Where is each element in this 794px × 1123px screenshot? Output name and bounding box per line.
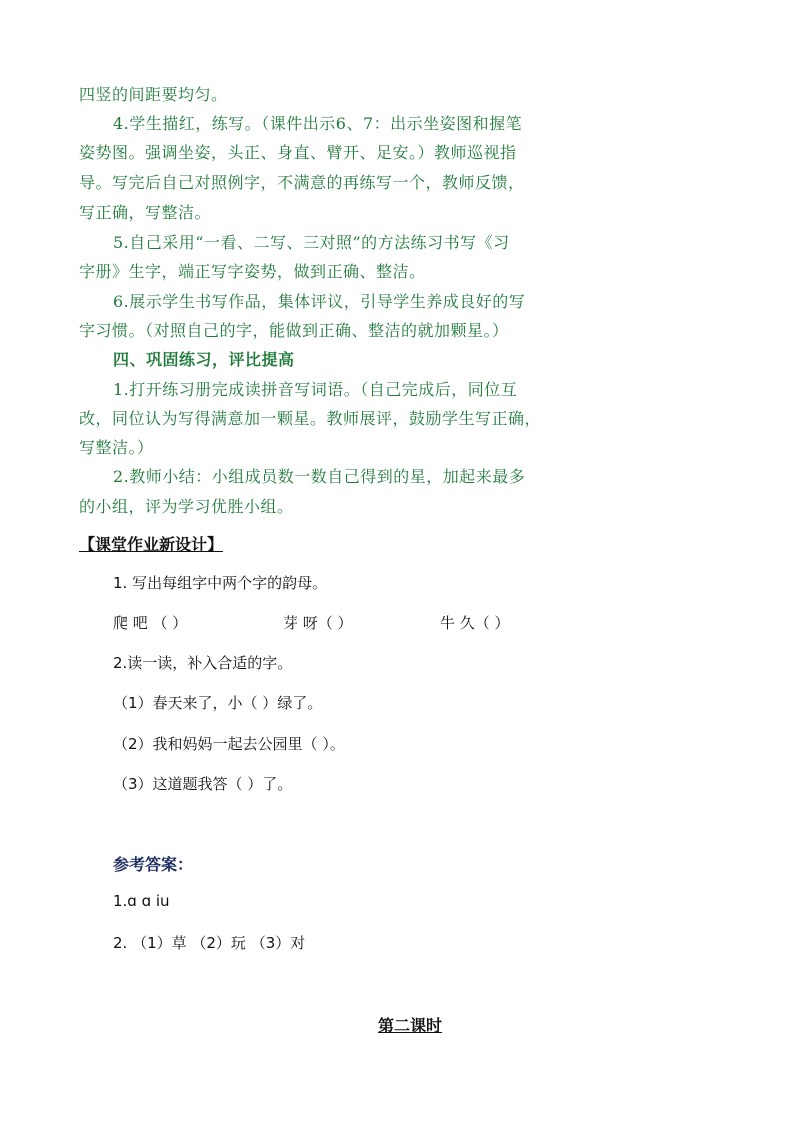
lesson-line-3: 姿势图。强调坐姿，头正、身直、臂开、足安。）教师巡视指 (79, 143, 517, 162)
q2-item-1: （1）春天来了，小（ ）绿了。 (113, 694, 323, 712)
practice-line-1: 1.打开练习册完成读拼音写词语。（自己完成后，同位互 (113, 380, 518, 399)
practice-line-5: 的小组，评为学习优胜小组。 (79, 497, 294, 516)
lesson-line-8: 6.展示学生书写作品，集体评议，引导学生养成良好的写 (113, 292, 526, 311)
homework-q2: 2.读一读，补入合适的字。 (113, 654, 293, 672)
lesson-line-1: 四竖的间距要均匀。 (79, 85, 228, 104)
lesson-line-5: 写正确，写整洁。 (79, 203, 212, 222)
lesson-line-6: 5.自己采用“一看、二写、三对照”的方法练习书写《习 (113, 233, 510, 252)
lesson-line-7: 字册》生字，端正写字姿势，做到正确、整洁。 (79, 262, 426, 281)
q1-item-1: 爬 吧 （ ） (113, 614, 188, 632)
answers-line-2: 2. （1）草 （2）玩 （3）对 (113, 934, 306, 952)
q1-item-2: 芽 呀（ ） (283, 614, 353, 632)
q1-item-3: 牛 久（ ） (440, 614, 510, 632)
lesson-line-9: 字习惯。（对照自己的字，能做到正确、整洁的就加颗星。） (79, 321, 509, 340)
practice-line-2: 改，同位认为写得满意加一颗星。教师展评，鼓励学生写正确， (79, 409, 542, 428)
lesson-line-4: 导。写完后自己对照例字，不满意的再练写一个，教师反馈， (79, 173, 525, 192)
q2-item-3: （3）这道题我答（ ）了。 (113, 775, 293, 793)
practice-line-4: 2.教师小结：小组成员数一数自己得到的星，加起来最多 (113, 467, 526, 486)
answers-title: 参考答案： (113, 855, 194, 874)
section-heading: 四、巩固练习，评比提高 (113, 350, 295, 369)
homework-q1: 1. 写出每组字中两个字的韵母。 (113, 574, 328, 592)
homework-title: 【课堂作业新设计】 (79, 535, 224, 554)
lesson-line-2: 4.学生描红，练写。（课件出示6、7：出示坐姿图和握笔 (113, 114, 523, 133)
q2-item-2: （2）我和妈妈一起去公园里（ ）。 (113, 735, 345, 753)
answers-line-1: 1.ɑ ɑ iu (113, 892, 170, 910)
practice-line-3: 写整洁。） (79, 438, 154, 457)
next-section-title: 第二课时 (378, 1016, 443, 1035)
